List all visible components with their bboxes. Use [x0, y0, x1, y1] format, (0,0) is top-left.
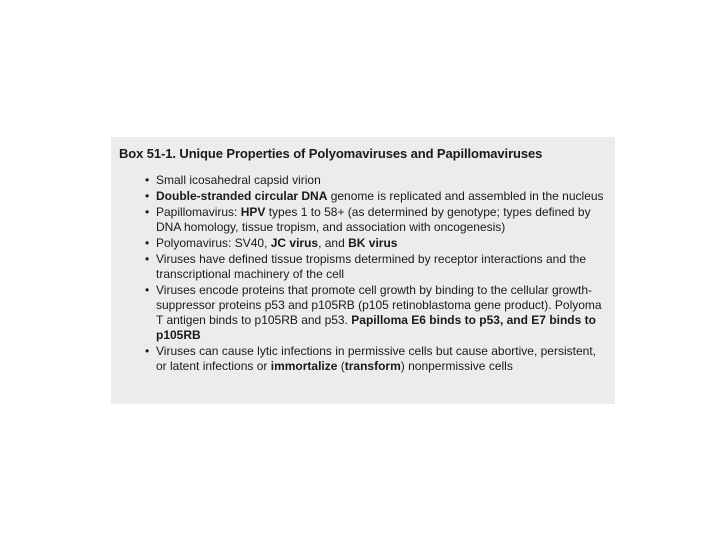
list-item-text: Viruses have defined tissue tropisms determined by receptor interactions and the transcriptional machinery of the cell — [156, 252, 587, 281]
bullet-icon: • — [145, 236, 150, 250]
bullet-icon: • — [145, 189, 150, 203]
bullet-icon: • — [145, 283, 150, 297]
list-item-text: genome is replicated and assembled in the nucleus — [327, 189, 604, 203]
list-item — [119, 252, 607, 282]
list-item-bold-text: BK virus — [348, 236, 398, 250]
list-item-text: Small icosahedral capsid virion — [156, 173, 321, 187]
list-item — [119, 173, 607, 188]
list-item — [119, 189, 607, 204]
list-item-text: ) nonpermissive cells — [400, 359, 513, 373]
properties-box — [111, 137, 615, 404]
list-item-bold-text: Papilloma E6 binds to p53, and E7 binds to p105RB — [156, 313, 596, 342]
bullet-icon: • — [145, 173, 150, 187]
box-title: Box 51-1. Unique Properties of Polyomaviruses and Papillomaviruses — [119, 146, 543, 161]
list-item — [119, 344, 607, 374]
list-item-bold-text: Double-stranded circular DNA — [156, 189, 328, 203]
bullet-icon: • — [145, 344, 150, 358]
properties-list — [119, 173, 607, 374]
list-item-text: Papillomavirus: — [156, 205, 241, 219]
bullet-icon: • — [145, 252, 150, 266]
list-item-text: Viruses can cause lytic infections in permissive cells but cause abortive, persistent, or latent infections or — [156, 344, 596, 373]
list-item-text: types 1 to 58+ (as determined by genotype; types defined by DNA homology, tissue tropism, and association with oncogenesis) — [156, 205, 591, 234]
list-item — [119, 283, 607, 343]
list-item — [119, 236, 607, 251]
list-item-bold-text: immortalize — [270, 359, 338, 373]
list-item-text: Polyomavirus: SV40, — [156, 236, 271, 250]
list-item — [119, 205, 607, 235]
list-item-bold-text: HPV — [240, 205, 266, 219]
list-item-text: ( — [337, 359, 345, 373]
bullet-icon: • — [145, 205, 150, 219]
list-item-text: , and — [318, 236, 349, 250]
list-item-bold-text: JC virus — [270, 236, 319, 250]
list-item-text: Viruses encode proteins that promote cell growth by binding to the cellular growth-suppressor proteins p53 and p105RB (p105 retinoblastoma gene product). Polyoma T antigen binds to p105RB and p53. — [156, 283, 602, 327]
list-item-bold-text: transform — [344, 359, 401, 373]
